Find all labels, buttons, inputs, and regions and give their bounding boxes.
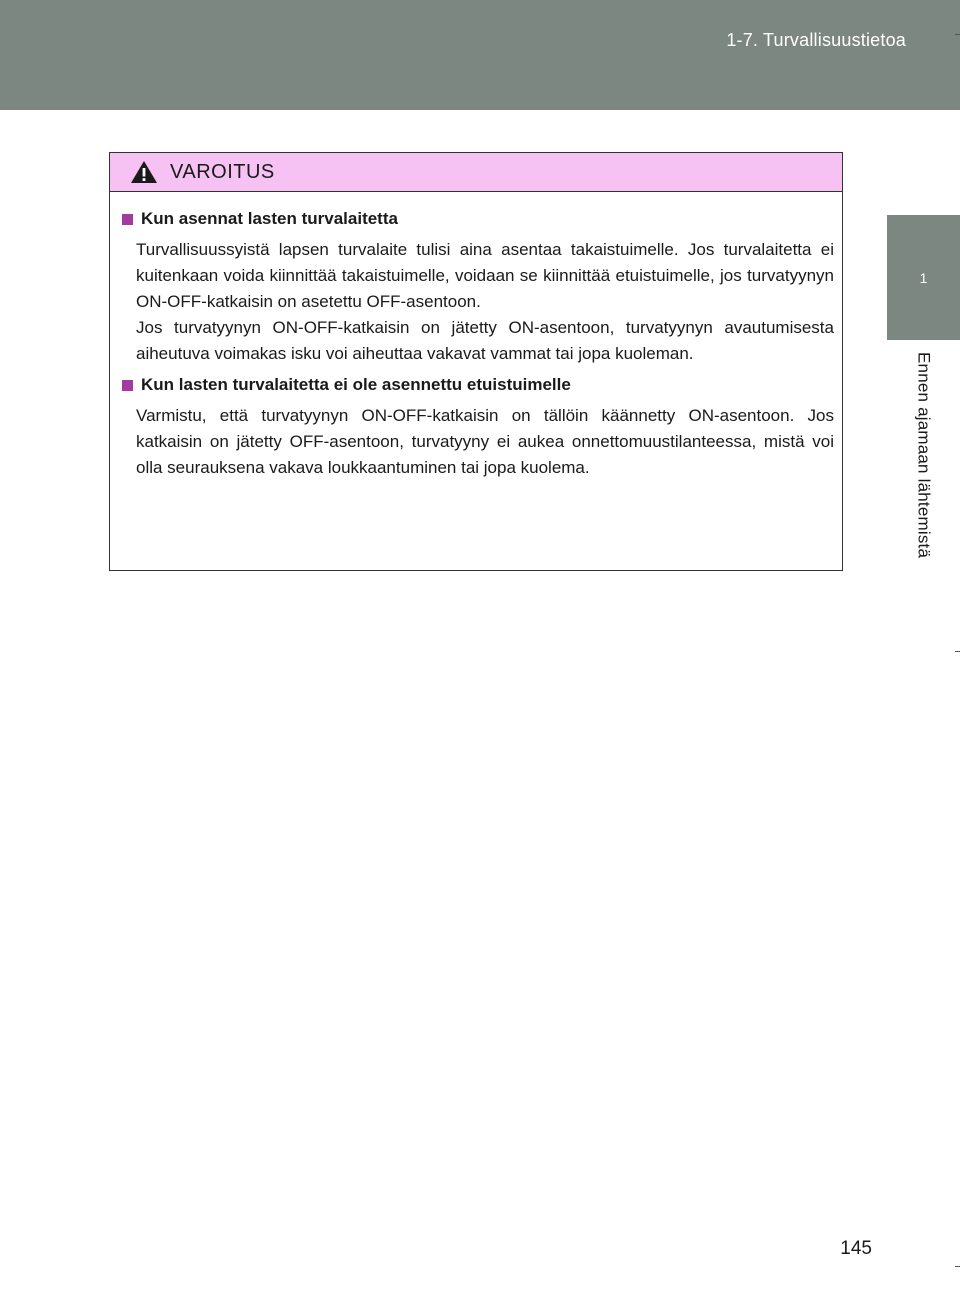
page-number: 145 [840, 1238, 872, 1259]
side-tab [887, 340, 960, 640]
margin-tick [955, 1266, 960, 1267]
item-text [136, 237, 834, 367]
item-text [136, 403, 834, 481]
warning-title: VAROITUS [170, 160, 275, 183]
side-tab-label: Ennen ajamaan lähtemistä [914, 352, 934, 559]
warning-triangle-icon [130, 160, 158, 184]
item-paragraph: Turvallisuussyistä lapsen turvalaite tulisi aina asentaa takaistuimelle. Jos turvalaitetta ei kuitenkaan voida kiinnittää takaistuimelle, voidaan se kiinnittää etuistuimelle, jos turvatyynyn ON-OFF-katkaisin on asetettu OFF-asentoon. [136, 240, 834, 311]
side-tab-number: 1 [887, 215, 960, 340]
warning-header [110, 153, 842, 192]
warning-item [122, 209, 834, 367]
warning-body [110, 192, 842, 481]
item-heading-text: Kun lasten turvalaitetta ei ole asennettu etuistuimelle [141, 375, 571, 394]
item-heading [122, 209, 834, 229]
section-title: 1-7. Turvallisuustietoa [726, 30, 906, 50]
item-paragraph: Varmistu, että turvatyynyn ON-OFF-katkaisin on tällöin käännetty ON-asentoon. Jos katkaisin on jätetty OFF-asentoon, turvatyyny ei aukea onnettomuustilanteessa, mistä voi olla seurauksena vakava loukkaantuminen tai jopa kuolema. [136, 406, 834, 477]
square-bullet-icon [122, 380, 133, 391]
warning-item [122, 375, 834, 481]
item-heading-text: Kun asennat lasten turvalaitetta [141, 209, 398, 228]
item-paragraph: Jos turvatyynyn ON-OFF-katkaisin on jätetty ON-asentoon, turvatyynyn avautumisesta aiheutuva voimakas isku voi aiheuttaa vakavat vammat tai jopa kuoleman. [136, 318, 834, 363]
square-bullet-icon [122, 214, 133, 225]
margin-tick [955, 651, 960, 652]
item-heading [122, 375, 834, 395]
warning-box [109, 152, 843, 571]
margin-tick [955, 34, 960, 35]
header-bar [0, 0, 960, 110]
